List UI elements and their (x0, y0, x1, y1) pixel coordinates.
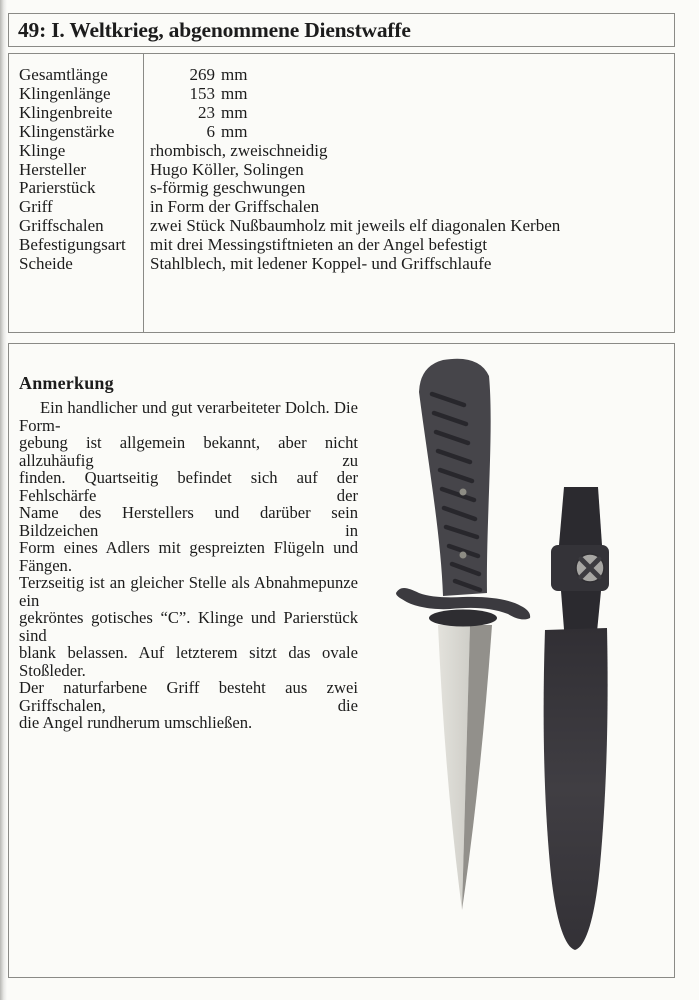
spec-value: in Form der Griffschalen (150, 197, 320, 217)
spec-row (9, 217, 674, 236)
note-line: finden. Quartseitig befindet sich auf der Fehlschärfe der (19, 468, 358, 505)
handle-rivet (460, 552, 467, 559)
hanger-strap-upper (559, 487, 602, 545)
note-line: Form eines Adlers mit gespreizten Flügeln und Fängen. (19, 538, 358, 575)
spec-label: Griff (19, 197, 53, 217)
spec-row (9, 198, 674, 217)
scabbard-illustration (544, 487, 609, 950)
note-line: gebung ist allgemein bekannt, aber nicht allzuhäufig zu (19, 433, 358, 470)
spec-row (9, 236, 674, 255)
note-line: Der naturfarbene Griff besteht aus zwei Griffschalen, die (19, 678, 358, 715)
spec-value: 153 mm (189, 83, 248, 103)
spec-label: Klingenlänge (19, 83, 111, 103)
dagger-blade-washer (429, 610, 497, 627)
spec-row (9, 104, 674, 123)
spec-value: mit drei Messingstiftnieten an der Angel befestigt (150, 235, 488, 255)
spec-label: Befestigungsart (19, 235, 126, 255)
spec-row (9, 161, 674, 180)
spec-label: Parierstück (19, 178, 96, 198)
spec-row (9, 255, 674, 274)
spec-row (9, 179, 674, 198)
spec-label: Gesamtlänge (19, 65, 108, 84)
page-title: 49: I. Weltkrieg, abgenommene Dienstwaffe (18, 17, 411, 42)
note-paragraph (19, 399, 358, 732)
hanger-button (576, 554, 604, 582)
spec-value: 269 mm (189, 65, 248, 84)
spec-value: rhombisch, zweischneidig (150, 140, 328, 160)
spec-value: Stahlblech, mit ledener Koppel- und Griffschlaufe (150, 254, 492, 274)
spec-rows (9, 66, 674, 274)
spec-label: Hersteller (19, 159, 87, 179)
spec-label: Klingenbreite (19, 102, 113, 122)
spec-row (9, 85, 674, 104)
spec-row (9, 142, 674, 161)
handle-rivet (460, 489, 467, 496)
scabbard-body (544, 628, 608, 950)
spec-table-divider (143, 54, 144, 332)
note-line: Terzseitig ist an gleicher Stelle als Abnahmepunze ein (19, 573, 358, 610)
note-line: gekröntes gotisches “C”. Klinge und Parierstück sind (19, 608, 358, 645)
dagger-handle (419, 359, 491, 596)
spec-value: Hugo Köller, Solingen (150, 159, 304, 179)
note-heading: Anmerkung (19, 373, 114, 393)
spec-value: zwei Stück Nußbaumholz mit jeweils elf diagonalen Kerben (150, 216, 561, 236)
spec-label: Scheide (19, 254, 73, 274)
spec-value: 6 mm (206, 121, 248, 141)
spec-label: Klingenstärke (19, 121, 115, 141)
spec-value: 23 mm (198, 102, 248, 122)
spec-row (9, 123, 674, 142)
note-line: Ein handlicher und gut verarbeiteter Dolch. Die Form- (19, 398, 358, 435)
title-box (8, 13, 675, 47)
spec-label: Griffschalen (19, 216, 104, 236)
note-section (9, 344, 361, 732)
spec-label: Klinge (19, 140, 66, 160)
note-line: die Angel rundherum umschließen. (19, 713, 253, 732)
spec-value: s-förmig geschwungen (150, 178, 306, 198)
spec-row (9, 66, 674, 85)
dagger-illustration (396, 359, 530, 910)
note-line: blank belassen. Auf letzterem sitzt das ovale Stoßleder. (19, 643, 358, 680)
dagger-blade (438, 625, 492, 910)
dagger-photo (375, 350, 675, 980)
note-line: Name des Herstellers und darüber sein Bildzeichen in (19, 503, 358, 540)
spec-table (8, 53, 675, 333)
